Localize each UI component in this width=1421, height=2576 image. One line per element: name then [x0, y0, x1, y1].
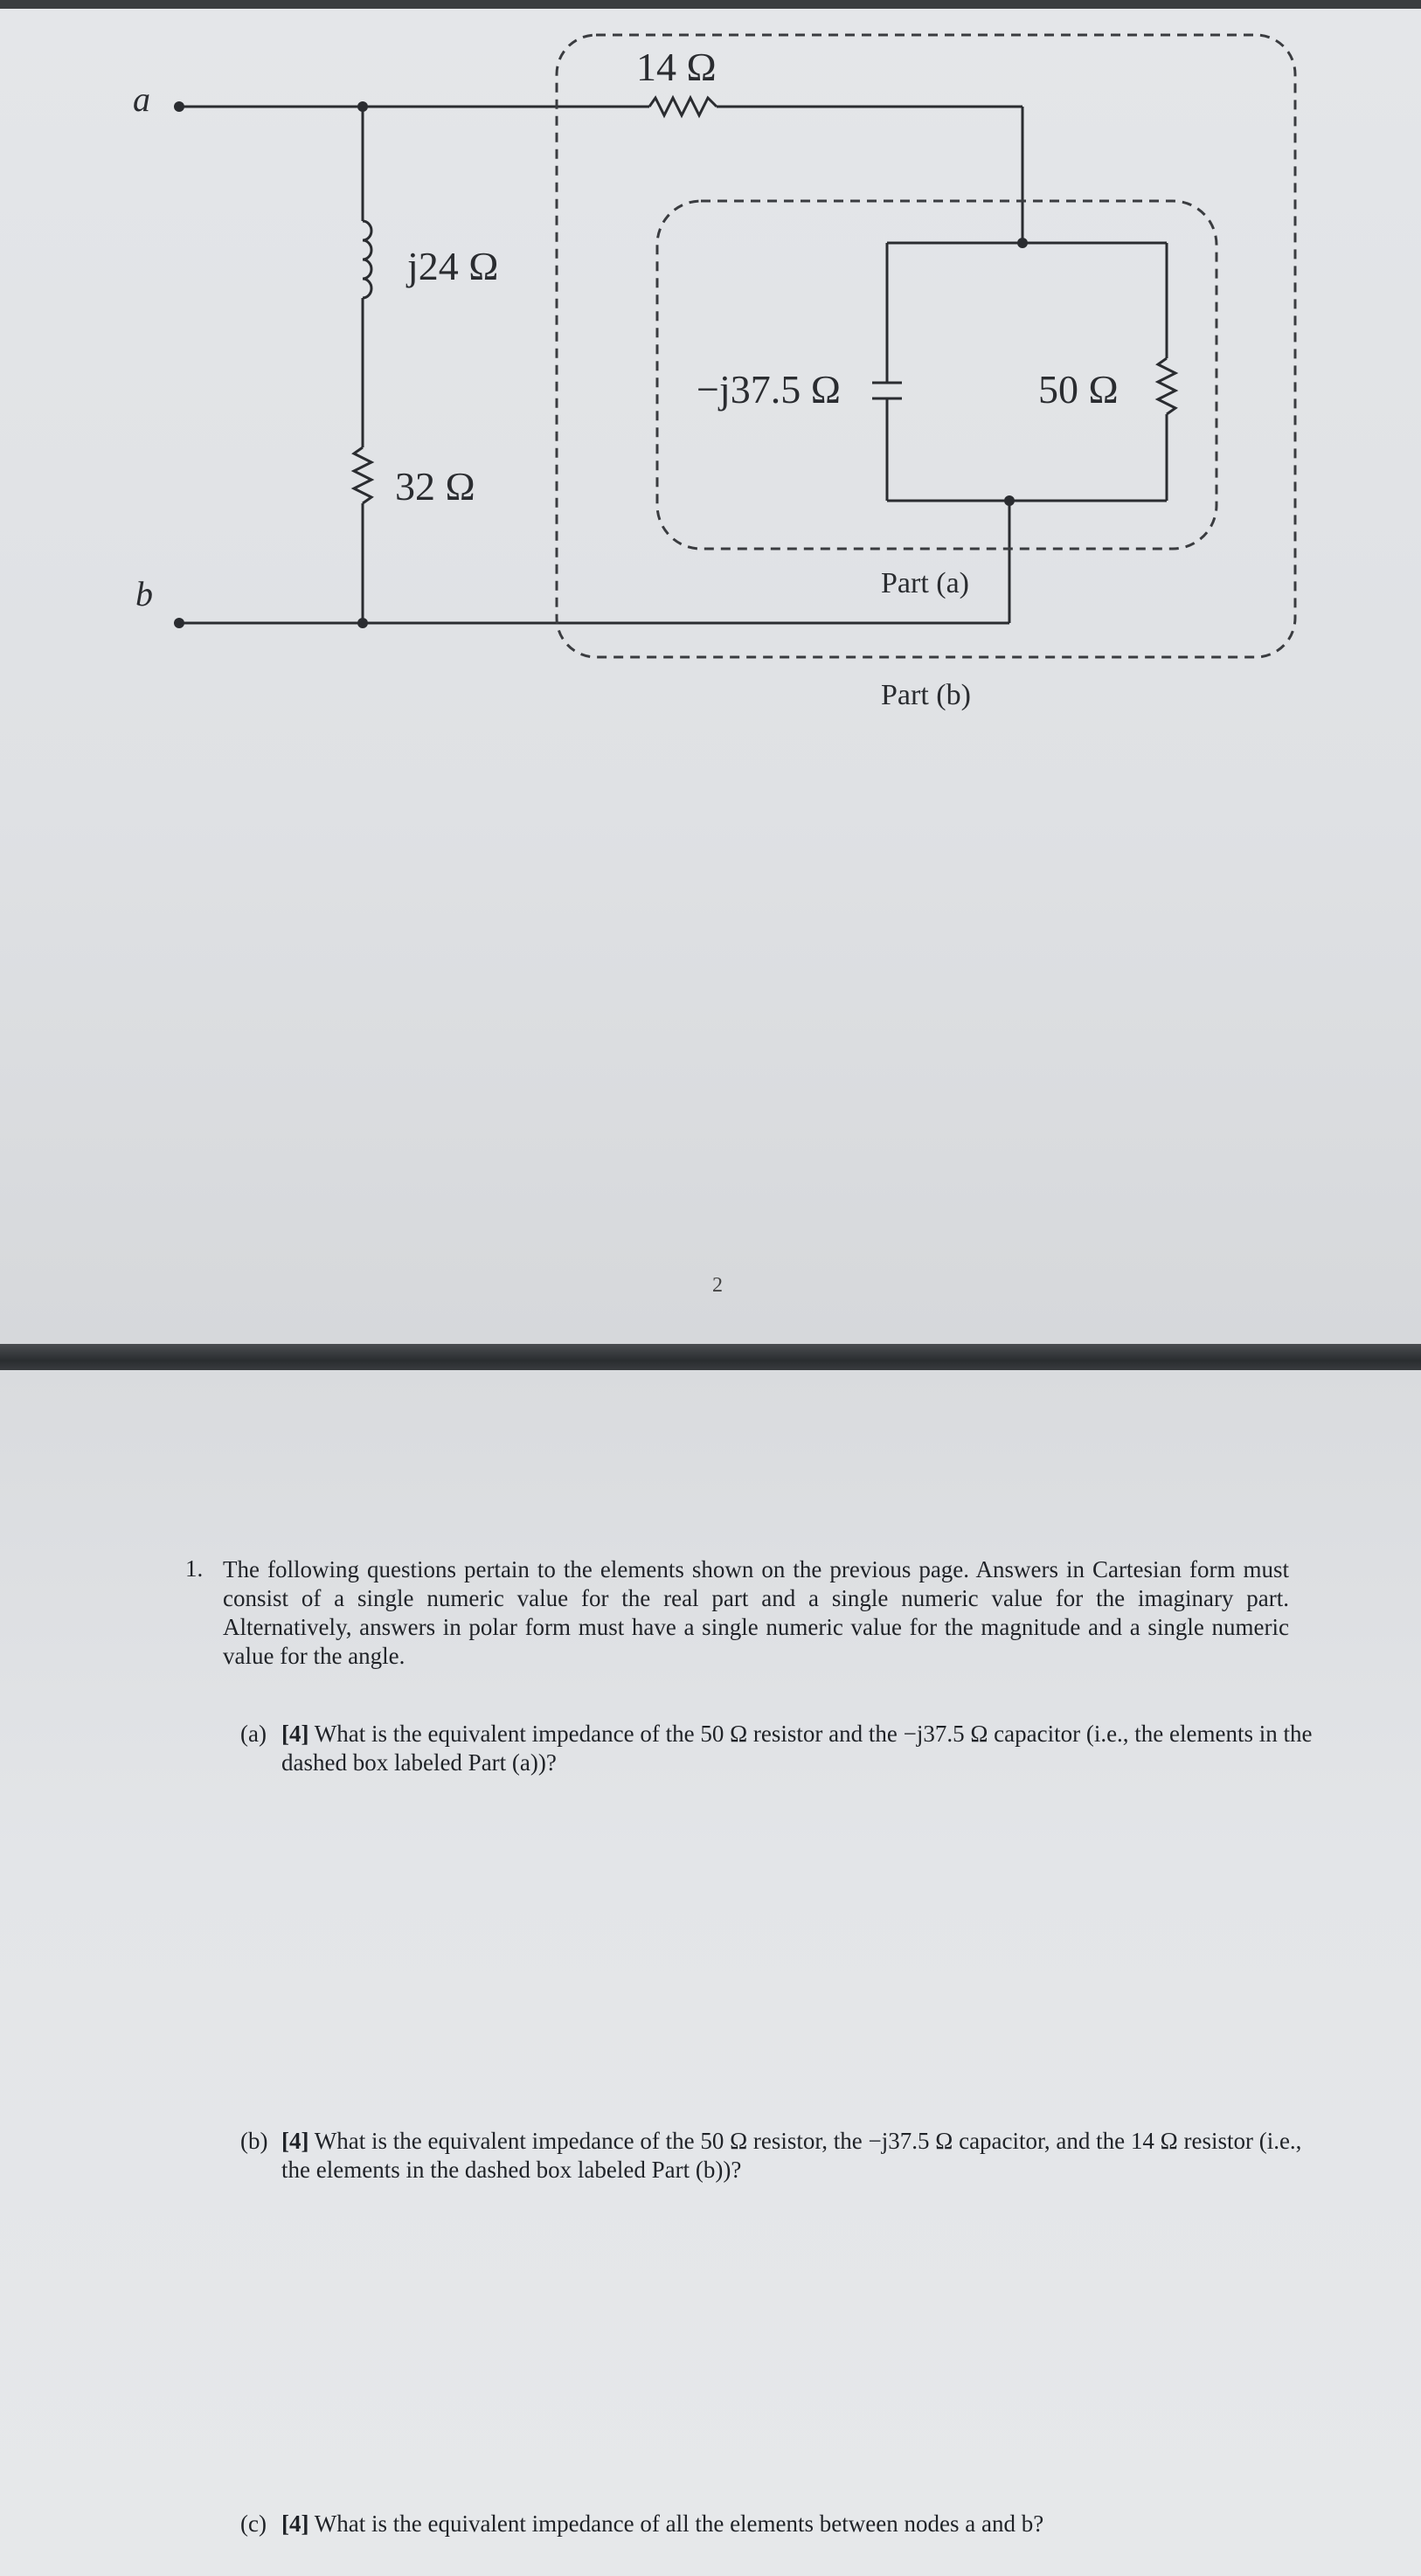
part-c-text: What is the equivalent impedance of all the elements between nodes a and b? — [314, 2510, 1044, 2537]
junction-left-bottom — [357, 618, 368, 628]
part-b-text: What is the equivalent impedance of the 50 Ω resistor, the −j37.5 Ω capacitor, and the 14 Ω resistor (i.e., the elements in the dashed box labeled Part (b))? — [281, 2128, 1302, 2183]
resistor-14-zigzag — [649, 98, 717, 115]
page-questions — [0, 1370, 1421, 2576]
part-b-label: (b) — [240, 2128, 268, 2154]
node-a-label: a — [133, 80, 150, 119]
resistor-32-label: 32 Ω — [395, 464, 475, 509]
capacitor-label: −j37.5 Ω — [697, 367, 841, 412]
page-divider — [0, 1344, 1421, 1372]
question-intro: The following questions pertain to the elements shown on the previous page. Answers in Cartesian form must consist of a single numeric value for the real part and a single numeric value for the imaginary part. Alternatively, answers in polar form must have a single numeric value for the magnitude and a single numeric value for the angle. — [223, 1556, 1289, 1669]
part-c-text-block — [281, 2510, 1313, 2538]
part-b-text-block — [281, 2127, 1313, 2185]
part-b-dashed-box — [557, 35, 1295, 657]
node-b-dot — [174, 618, 184, 628]
part-b-box-label: Part (b) — [881, 679, 971, 711]
part-a-points: [4] — [281, 1721, 309, 1747]
resistor-50-zigzag — [1158, 358, 1175, 414]
part-a-text-block — [281, 1720, 1313, 1777]
page-circuit — [0, 9, 1421, 1346]
question-number: 1. — [185, 1555, 204, 1582]
resistor-14-label: 14 Ω — [636, 45, 717, 89]
part-a-text: What is the equivalent impedance of the 50 Ω resistor and the −j37.5 Ω capacitor (i.e., the elements in the dashed box labeled Part (a))? — [281, 1721, 1313, 1776]
circuit-diagram — [0, 9, 1421, 795]
part-c-label: (c) — [240, 2510, 267, 2537]
node-a-dot — [174, 101, 184, 112]
inductor-j24-coil — [363, 221, 371, 298]
junction-part-a-bottom — [1004, 495, 1015, 506]
junction-left-top — [357, 101, 368, 112]
part-b-points: [4] — [281, 2128, 309, 2154]
node-b-label: b — [135, 574, 153, 613]
part-c-points: [4] — [281, 2510, 309, 2537]
resistor-32-zigzag — [354, 447, 371, 503]
resistor-50-label: 50 Ω — [1038, 367, 1119, 412]
part-a-label: (a) — [240, 1721, 267, 1747]
inductor-j24-label: j24 Ω — [407, 244, 499, 288]
page-number: 2 — [712, 1274, 723, 1297]
junction-part-a-top — [1017, 238, 1028, 248]
part-a-box-label: Part (a) — [881, 567, 970, 599]
